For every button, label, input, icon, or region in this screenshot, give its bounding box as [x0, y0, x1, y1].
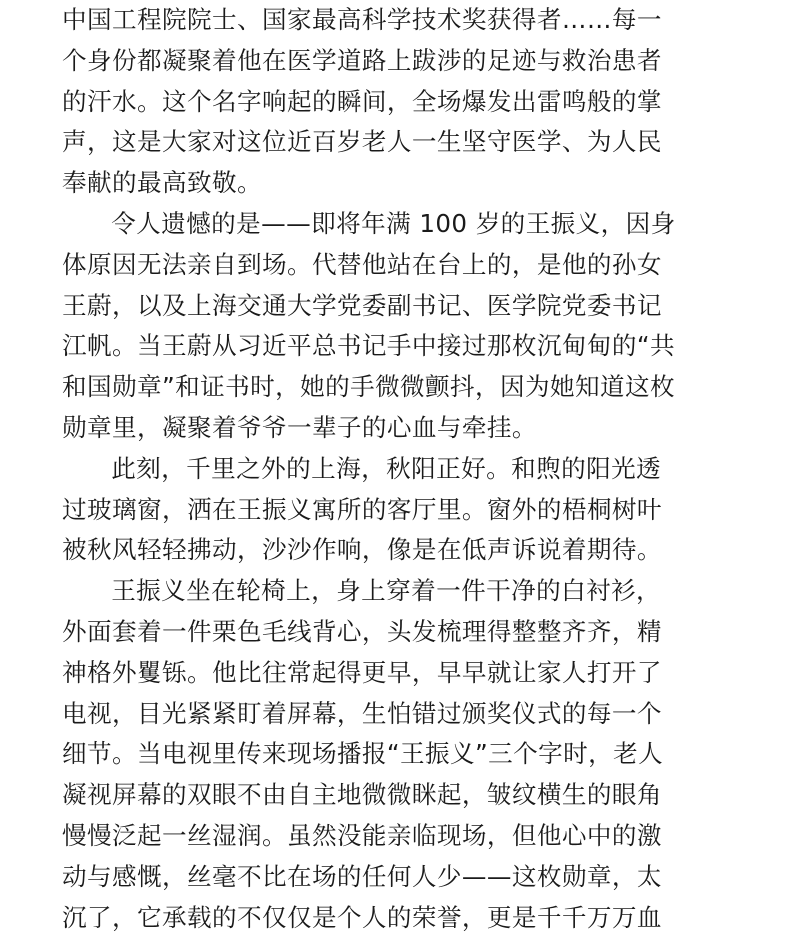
text-line: 个身份都凝聚着他在医学道路上跋涉的足迹与救治患者 — [62, 45, 662, 75]
paragraph-first-line: 王振义坐在轮椅上，身上穿着一件干净的白衬衫， — [111, 576, 662, 606]
text-line: 体原因无法亲自到场。代替他站在台上的，是他的孙女 — [62, 249, 662, 279]
text-line: 勋章里，凝聚着爷爷一辈子的心血与牵挂。 — [62, 412, 537, 442]
text-line: 细节。当电视里传来现场播报“王振义”三个字时，老人 — [62, 739, 664, 769]
text-line: 声，这是大家对这位近百岁老人一生坚守医学、为人民 — [62, 127, 662, 157]
text-line: 凝视屏幕的双眼不由自主地微微眯起，皱纹横生的眼角 — [62, 780, 662, 810]
text-line: 外面套着一件栗色毛线背心，头发梳理得整整齐齐，精 — [62, 616, 662, 646]
text-line: 电视，目光紧紧盯着屏幕，生怕错过颁奖仪式的每一个 — [62, 698, 662, 728]
paragraph-first-line: 此刻，千里之外的上海，秋阳正好。和煦的阳光透 — [111, 453, 662, 483]
text-line: 王蔚，以及上海交通大学党委副书记、医学院党委书记 — [62, 290, 662, 320]
text-line: 神格外矍铄。他比往常起得更早，早早就让家人打开了 — [62, 657, 662, 687]
text-line: 动与感慨，丝毫不比在场的任何人少——这枚勋章，太 — [62, 861, 662, 891]
text-line: 的汗水。这个名字响起的瞬间，全场爆发出雷鸣般的掌 — [62, 86, 662, 116]
text-line: 沉了，它承载的不仅仅是个人的荣誉，更是千千万万血 — [62, 902, 662, 932]
text-line: 奉献的最高致敬。 — [62, 168, 262, 198]
text-line: 江帆。当王蔚从习近平总书记手中接过那枚沉甸甸的“共 — [62, 331, 675, 361]
paragraph-first-line: 令人遗憾的是——即将年满 100 岁的王振义，因身 — [111, 208, 676, 238]
article-body — [62, 0, 742, 938]
text-line: 过玻璃窗，洒在王振义寓所的客厅里。窗外的梧桐树叶 — [62, 494, 662, 524]
text-line: 中国工程院院士、国家最高科学技术奖获得者……每一 — [62, 5, 662, 34]
text-line: 被秋风轻轻拂动，沙沙作响，像是在低声诉说着期待。 — [62, 535, 662, 565]
text-line: 慢慢泛起一丝湿润。虽然没能亲临现场，但他心中的激 — [62, 820, 662, 850]
text-line: 和国勋章”和证书时，她的手微微颤抖，因为她知道这枚 — [62, 372, 675, 402]
